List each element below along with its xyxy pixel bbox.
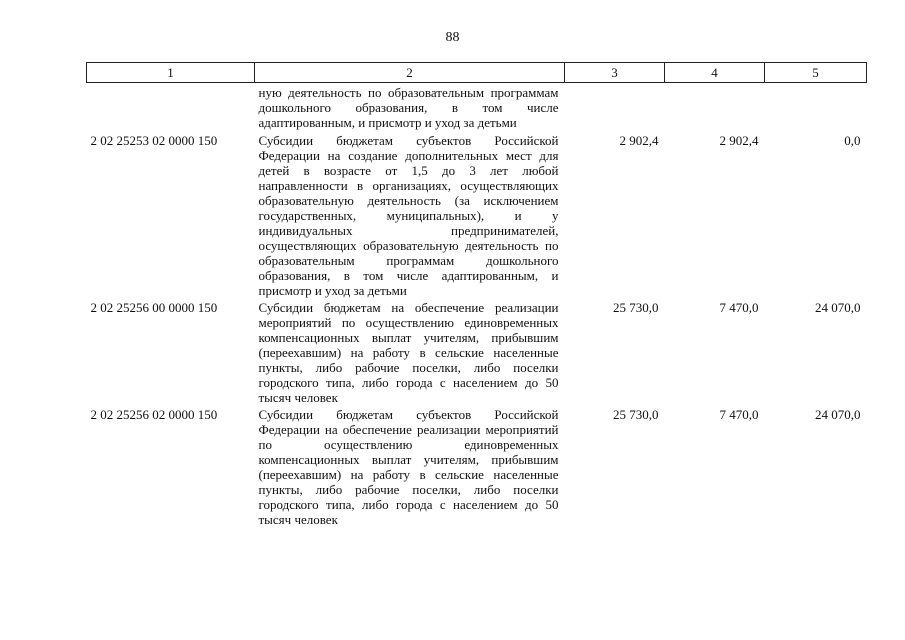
row-value-col3: 2 902,4 [619,133,659,148]
header-col-5: 5 [765,63,867,83]
table-row [87,300,867,407]
row-value-col3: 25 730,0 [613,407,659,422]
table-row [87,133,867,300]
table-header [87,63,867,83]
row-code: 2 02 25256 02 0000 150 [90,407,218,422]
row-description: Субсидии бюджетам на обеспечение реализации мероприятий по осуществлению единовременных компенсационных выплат учителям, прибывшим (переехавшим) на работу в сельские населенные пункты, либо рабочие поселки, либо поселки городского типа, либо города с населением до 50 тысяч человек [258,300,559,405]
row-description: Субсидии бюджетам субъектов Российской Федерации на создание дополнительных мест для детей в возрасте от 1,5 до 3 лет любой направленности в организациях, осуществляющих образовательную деятельность (за исключением государственных, муниципальных), и у индивидуальных предпринимателей, осуществляющих образовательную деятельность по образовательным программам дошкольного образования, в том числе адаптированным, и присмотр и уход за детьми [258,133,559,298]
table-row [87,407,867,529]
row-value-col3: 25 730,0 [613,300,659,315]
header-col-1: 1 [87,63,255,83]
budget-table [86,62,867,529]
row-value-col4: 7 470,0 [719,300,759,315]
table-body [87,83,867,530]
row-value-col4: 2 902,4 [719,133,759,148]
page-number: 88 [445,30,460,45]
row-description: Субсидии бюджетам субъектов Российской Федерации на обеспечение реализации мероприятий по осуществлению единовременных компенсационных выплат учителям, прибывшим (переехавшим) на работу в сельские населенные пункты, либо рабочие поселки, либо поселки городского типа, либо города с населением до 50 тысяч человек [258,407,559,527]
header-col-4: 4 [665,63,765,83]
continuation-text: ную деятельность по образовательным программам дошкольного образования, в том числе адаптированным, и присмотр и уход за детьми [258,85,559,130]
row-value-col5: 0,0 [844,133,861,148]
row-value-col5: 24 070,0 [815,300,861,315]
row-code: 2 02 25253 02 0000 150 [90,133,218,148]
header-col-3: 3 [565,63,665,83]
continuation-code-cell [87,83,255,134]
continuation-row [87,83,867,134]
header-col-2: 2 [255,63,565,83]
row-value-col5: 24 070,0 [815,407,861,422]
row-value-col4: 7 470,0 [719,407,759,422]
header-row [87,63,867,83]
row-code: 2 02 25256 00 0000 150 [90,300,218,315]
